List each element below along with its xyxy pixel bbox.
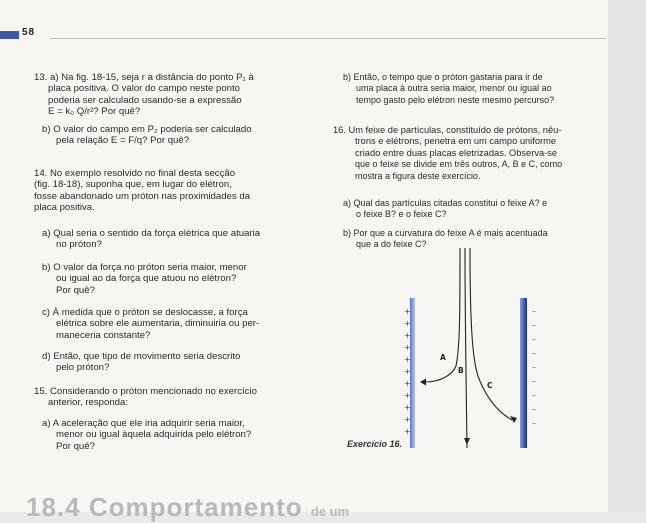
text-line: (fig. 18-18), suponha que, em lugar do elétron, bbox=[34, 179, 232, 191]
text-line: a) Qual seria o sentido da força elétrica que atuaria bbox=[42, 228, 261, 239]
section-title: Comportamento bbox=[88, 492, 303, 522]
minus-sign: – bbox=[532, 335, 536, 344]
text-line: Por quê? bbox=[56, 284, 95, 296]
text-line: pela relação E = F/q? Por quê? bbox=[56, 135, 190, 147]
text-line: o feixe B? e o feixe C? bbox=[356, 209, 447, 220]
minus-sign: – bbox=[532, 363, 536, 372]
beam-b-path bbox=[465, 248, 467, 448]
minus-signs bbox=[532, 307, 536, 428]
plus-sign: + bbox=[404, 331, 411, 340]
figure-caption: Exercício 16. bbox=[347, 439, 403, 449]
text-line: c) À medida que o próton se deslocasse, a força bbox=[42, 307, 248, 318]
text-line: criado entre duas placas eletrizadas. Observa-se bbox=[355, 147, 558, 158]
text-line: trons e elétrons, penetra em um campo uniforme bbox=[355, 136, 557, 147]
plus-sign: + bbox=[404, 355, 411, 364]
text-line: a) A aceleração que ele iria adquirir seria maior, bbox=[42, 418, 245, 429]
minus-sign: – bbox=[532, 405, 536, 414]
text-line: 15. Considerando o próton mencionado no exercício bbox=[34, 386, 257, 397]
plus-sign: + bbox=[404, 379, 411, 388]
background-strip bbox=[608, 0, 646, 512]
text-line: 13. a) Na fig. 18-15, seja r a distância do ponto P₁ à bbox=[34, 72, 254, 83]
question-13b bbox=[34, 124, 314, 147]
minus-sign: – bbox=[532, 391, 536, 400]
question-15b bbox=[343, 72, 605, 106]
label-c: C bbox=[487, 381, 493, 390]
text-line: 16. Um feixe de partículas, constituído de prótons, nêu- bbox=[333, 125, 562, 135]
plus-sign: + bbox=[404, 367, 411, 376]
text-line: que o feixe se divide em três outros, A, B e C, como bbox=[355, 159, 563, 170]
minus-sign: – bbox=[532, 307, 536, 316]
plus-sign: + bbox=[404, 343, 411, 352]
beam-c-path bbox=[470, 248, 512, 420]
question-14b bbox=[34, 262, 314, 296]
plus-sign: + bbox=[404, 427, 411, 436]
header-rule bbox=[50, 38, 606, 39]
question-15 bbox=[34, 386, 306, 409]
question-14c bbox=[34, 307, 314, 341]
minus-sign: – bbox=[532, 419, 536, 428]
minus-sign: – bbox=[532, 377, 536, 386]
text-line: b) O valor da força no próton seria maior, menor bbox=[42, 262, 247, 273]
plus-sign: + bbox=[404, 307, 411, 316]
plus-sign: + bbox=[404, 415, 411, 424]
text-line: placa positiva. bbox=[34, 202, 95, 214]
page-tab-marker bbox=[0, 31, 19, 39]
plus-sign: + bbox=[404, 391, 411, 400]
text-line: que a do feixe C? bbox=[356, 239, 427, 250]
text-line: ou igual ao da força que atuou no elétron? bbox=[56, 273, 237, 285]
question-14 bbox=[34, 168, 306, 214]
text-line: no próton? bbox=[56, 239, 102, 251]
question-14a bbox=[34, 228, 314, 251]
minus-sign: – bbox=[532, 349, 536, 358]
section-title-tail: de um bbox=[310, 504, 350, 519]
text-line: menor ou igual àquela adquirida pelo elétron? bbox=[56, 429, 252, 441]
text-line: fosse abandonado um próton nas proximidades da bbox=[34, 190, 251, 202]
question-16 bbox=[333, 125, 608, 182]
text-line: elétrica sobre ele aumentaria, diminuiria ou per- bbox=[56, 318, 260, 330]
question-15a bbox=[34, 418, 314, 452]
positive-plate bbox=[410, 298, 415, 448]
text-line: mostra a figura deste exercício. bbox=[355, 170, 481, 181]
plus-sign: + bbox=[404, 403, 411, 412]
text-line: anterior, responda: bbox=[48, 397, 129, 409]
text-line: placa positiva. O valor do campo neste ponto bbox=[48, 83, 240, 95]
question-14d bbox=[34, 351, 314, 374]
text-line: b) Então, o tempo que o próton gastaria para ir de bbox=[343, 72, 543, 82]
text-line: a) Qual das partículas citadas constitui o feixe A? e bbox=[343, 198, 548, 208]
question-16a bbox=[343, 198, 605, 221]
minus-sign: – bbox=[532, 321, 536, 330]
text-line: Por quê? bbox=[56, 440, 95, 452]
page-number: 58 bbox=[22, 27, 36, 38]
text-line: d) Então, que tipo de movimento seria descrito bbox=[42, 351, 241, 362]
text-line: b) O valor do campo em P₂ poderia ser calculado bbox=[42, 124, 252, 135]
negative-plate bbox=[520, 298, 527, 448]
plus-signs bbox=[404, 307, 411, 436]
section-heading bbox=[26, 492, 349, 523]
text-line: pelo próton? bbox=[56, 362, 110, 374]
text-line: poderia ser calculado usando-se a expressão bbox=[48, 94, 242, 106]
beam-a-arrow bbox=[420, 379, 426, 386]
section-number: 18.4 bbox=[26, 492, 81, 522]
text-line: maneceria constante? bbox=[56, 329, 151, 341]
label-a: A bbox=[440, 353, 446, 362]
text-line: E = k₀ Q/r²? Por quê? bbox=[48, 106, 141, 118]
label-b: B bbox=[458, 366, 464, 375]
text-line: uma placa à outra seria maior, menor ou igual ao bbox=[356, 83, 552, 94]
plus-sign: + bbox=[404, 319, 411, 328]
text-line: tempo gasto pelo elétron neste mesmo percurso? bbox=[356, 94, 555, 105]
question-13a bbox=[34, 72, 306, 118]
text-line: b) Por que a curvatura do feixe A é mais acentuada bbox=[343, 228, 548, 238]
beam-b-arrow bbox=[464, 438, 470, 445]
text-line: 14. No exemplo resolvido no final desta secção bbox=[34, 168, 236, 179]
beam-deflection-figure bbox=[398, 248, 558, 448]
